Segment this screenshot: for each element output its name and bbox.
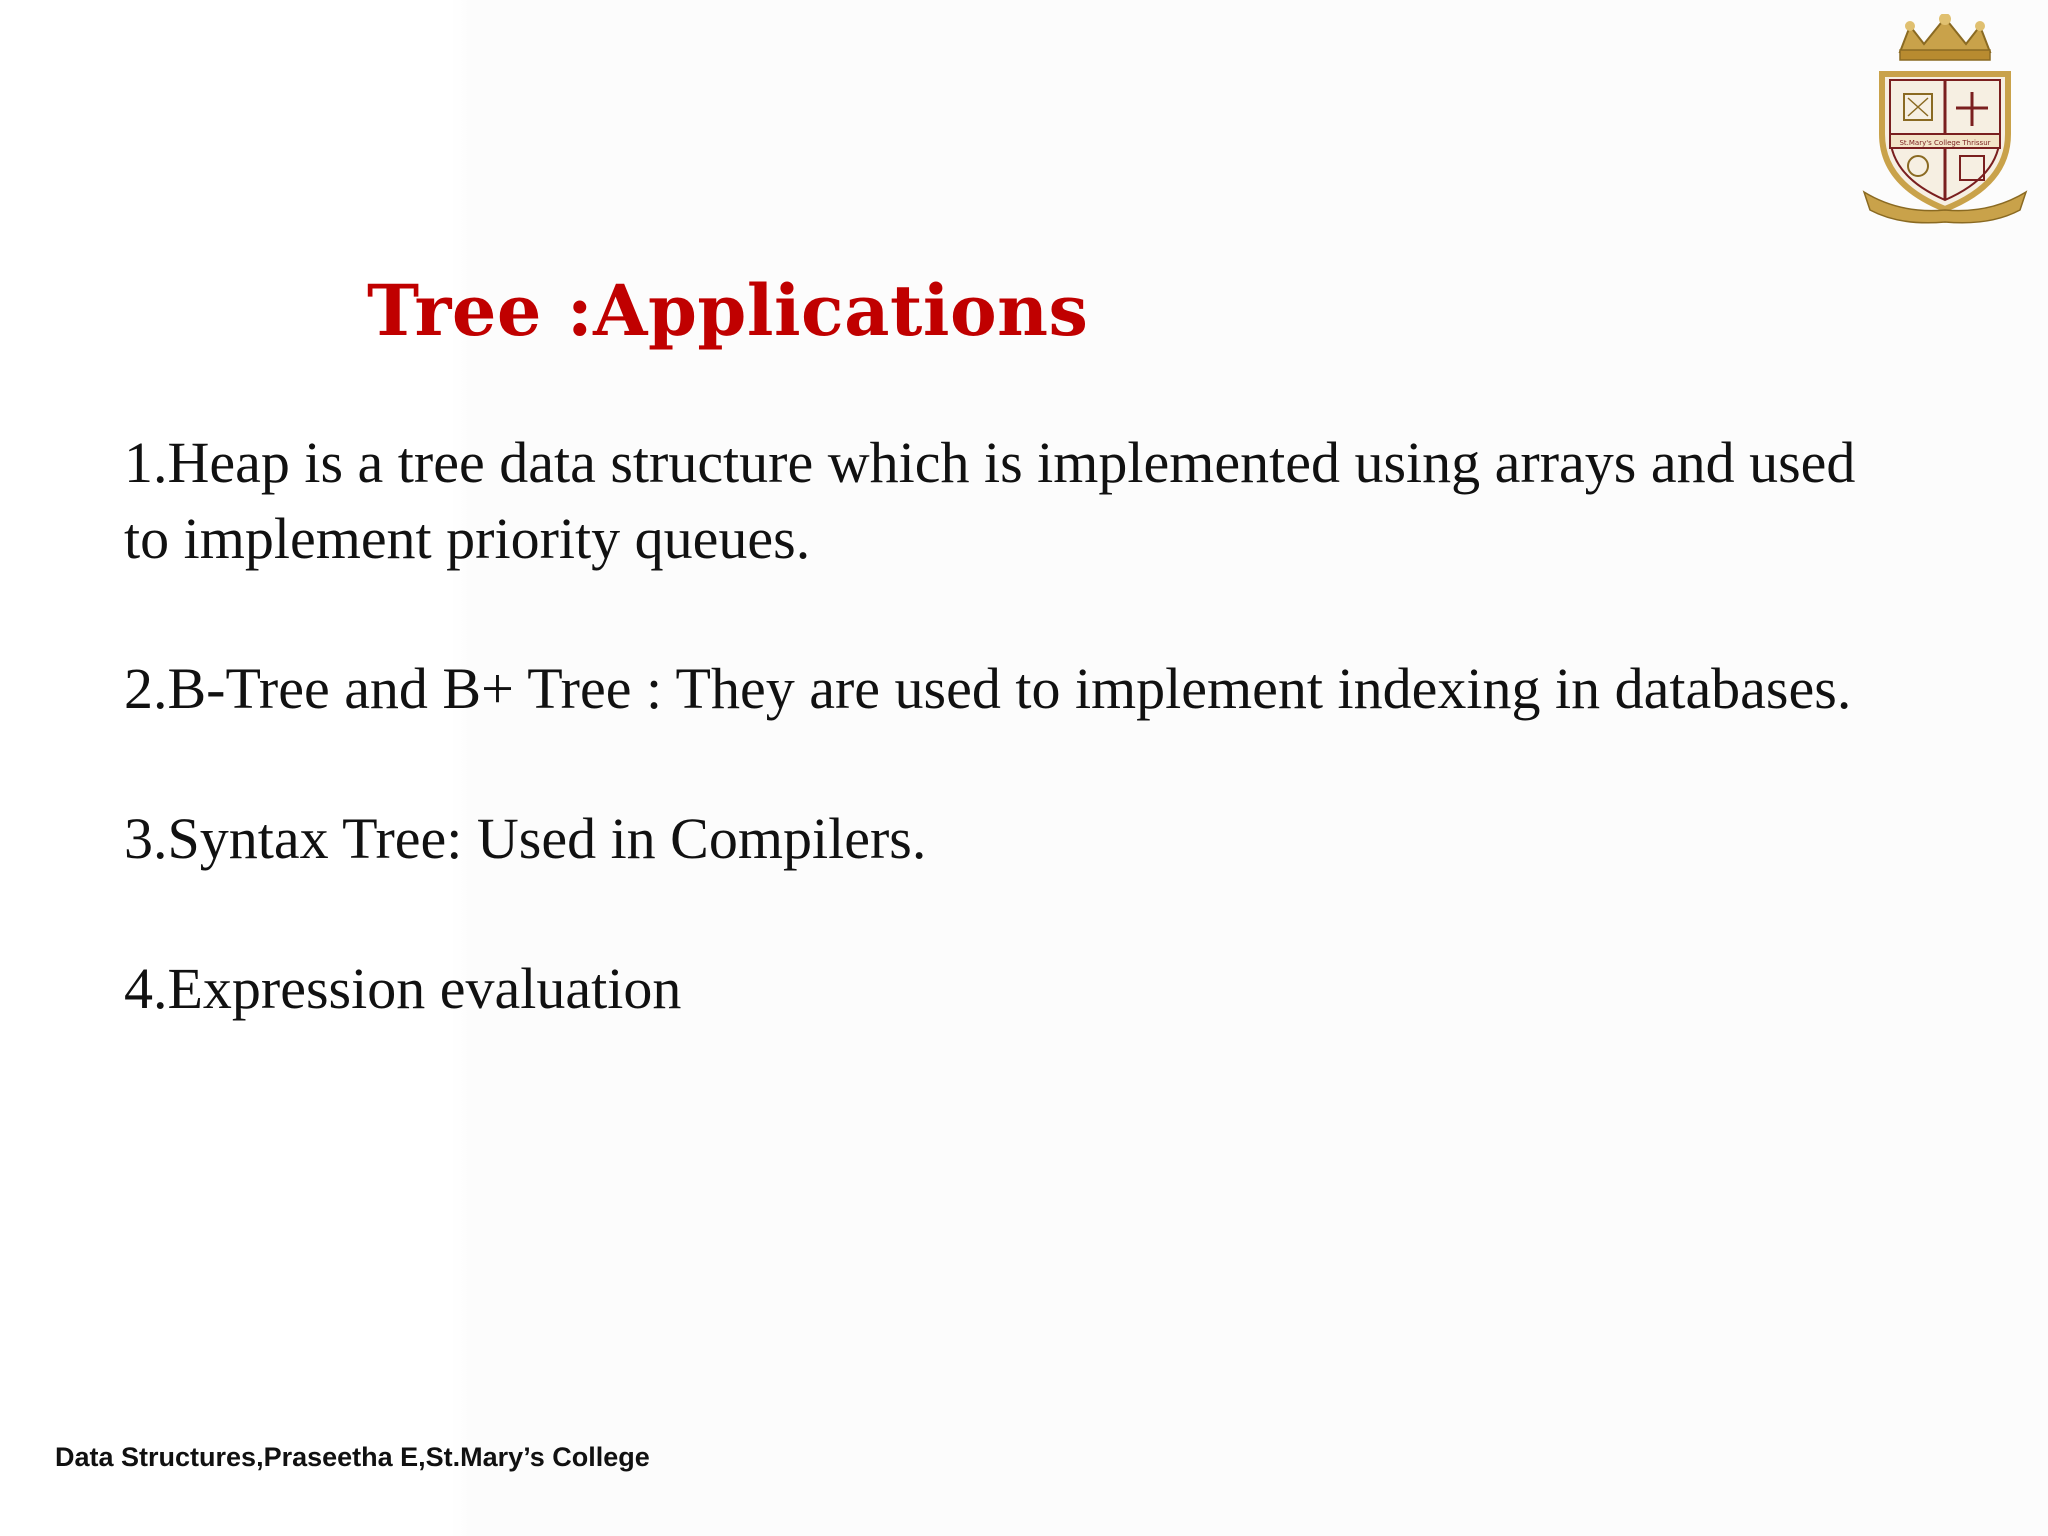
college-crest-icon [1860,14,2030,224]
list-item: 4.Expression evaluation [124,956,682,1021]
list-item: 3.Syntax Tree: Used in Compilers. [124,806,927,871]
svg-text:St.Mary's College Thrissur: St.Mary's College Thrissur [1899,139,1991,147]
list-item: 2.B-Tree and B+ Tree : They are used to implement indexing in databases. [124,656,1852,721]
slide-footer: Data Structures,Praseetha E,St.Mary’s College [55,1442,650,1472]
applications-list [124,425,1904,1101]
list-item: 1.Heap is a tree data structure which is implemented using arrays and used to implement priority queues. [124,430,1856,571]
slide-title: Tree :Applications [367,269,1089,352]
